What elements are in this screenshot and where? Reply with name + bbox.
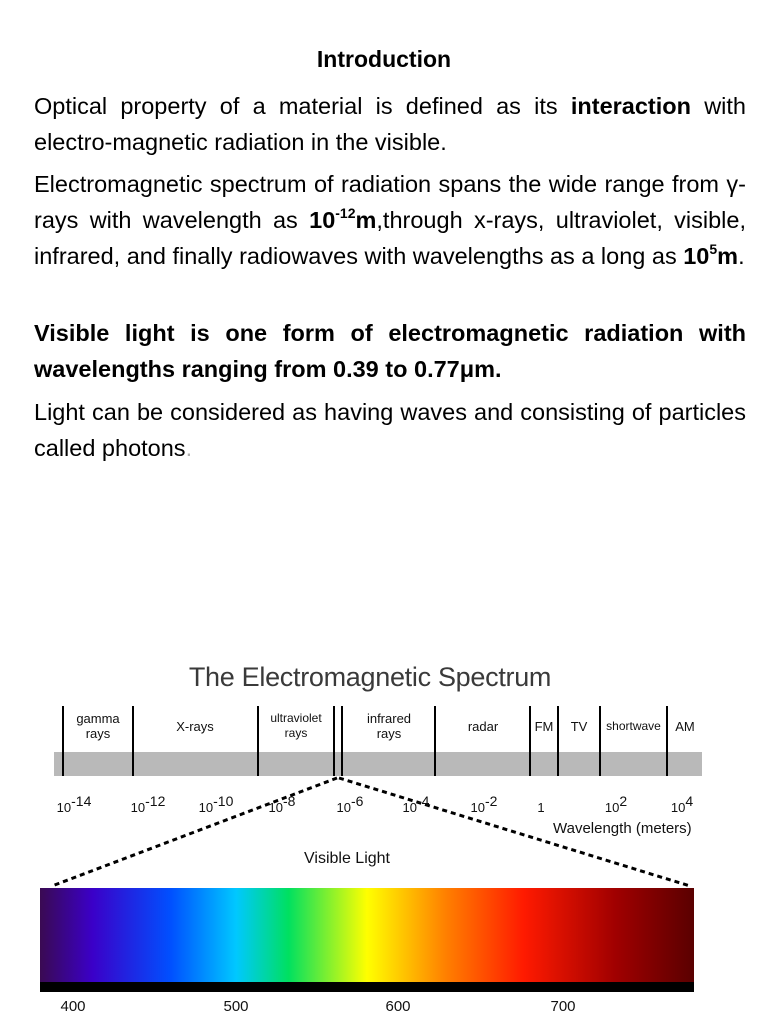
band-label-fm: FM — [534, 719, 554, 734]
spectrum-title: The Electromagnetic Spectrum — [188, 662, 552, 692]
nm-tick: 700 — [550, 998, 576, 1015]
p2-bold-min-wavelength: $10^{-12}m$ — [309, 205, 377, 233]
visible-light-axis-bar — [40, 982, 694, 992]
wavelength-tick: 1 — [537, 800, 545, 815]
wavelength-axis-caption: Wavelength (meters) — [553, 820, 692, 837]
wavelength-tick: $10^2$ — [604, 792, 628, 815]
wavelength-tick: $10^{-14}$ — [56, 792, 92, 815]
nm-tick: 500 — [223, 998, 249, 1015]
p4-text: Light can be considered as having waves and consisting of particles called photons — [34, 399, 746, 461]
spectrum-band-strip — [54, 752, 702, 776]
band-label-gamma: gamma rays — [76, 711, 120, 741]
visible-light-gradient-bar — [40, 888, 694, 982]
wavelength-tick: $10^{-10}$ — [198, 792, 234, 815]
wavelength-tick: $10^{-12}$ — [130, 792, 166, 815]
p1-bold-interaction: interaction — [570, 93, 691, 119]
p2-bold-max-wavelength: $10^5m$ — [683, 241, 739, 269]
p2-text-3: . — [738, 243, 745, 269]
p2-text-1: Electromagnetic spectrum of radiation spans the wide range from γ-rays with wavelength as — [34, 171, 746, 233]
p1-text-1: Optical property of a material is defined as its — [34, 93, 571, 119]
band-label-infrared: infrared rays — [366, 711, 412, 741]
band-label-shortwave: shortwave — [606, 719, 661, 733]
band-label-xrays: X-rays — [176, 719, 214, 734]
p1-text-2: with electro-magnetic radiation in the visible. — [34, 93, 746, 155]
band-label-ultraviolet: ultraviolet rays — [270, 711, 322, 740]
wavelength-tick: $10^{-2}$ — [470, 792, 498, 815]
wavelength-tick: $10^4$ — [670, 792, 694, 815]
paragraph-visible-light: Visible light is one form of electromagnetic radiation with wavelengths ranging from 0.39 to 0.77μm. — [34, 320, 746, 382]
wavelength-tick: $10^{-6}$ — [336, 792, 364, 815]
band-label-am: AM — [675, 719, 695, 734]
wavelength-tick: $10^{-4}$ — [402, 792, 430, 815]
nm-tick: 400 — [60, 998, 86, 1015]
nm-tick: 600 — [385, 998, 411, 1015]
page-title: Introduction — [316, 46, 452, 72]
band-label-radar: radar — [467, 719, 499, 734]
p4-end: . — [185, 435, 193, 461]
band-label-tv: TV — [570, 719, 588, 734]
wavelength-tick: $10^{-8}$ — [268, 792, 296, 815]
p2-text-2: ,through x-rays, ultraviolet, visible, infrared, and finally radiowaves with wavelengths as a long as — [34, 207, 746, 269]
visible-light-label: Visible Light — [304, 850, 390, 867]
